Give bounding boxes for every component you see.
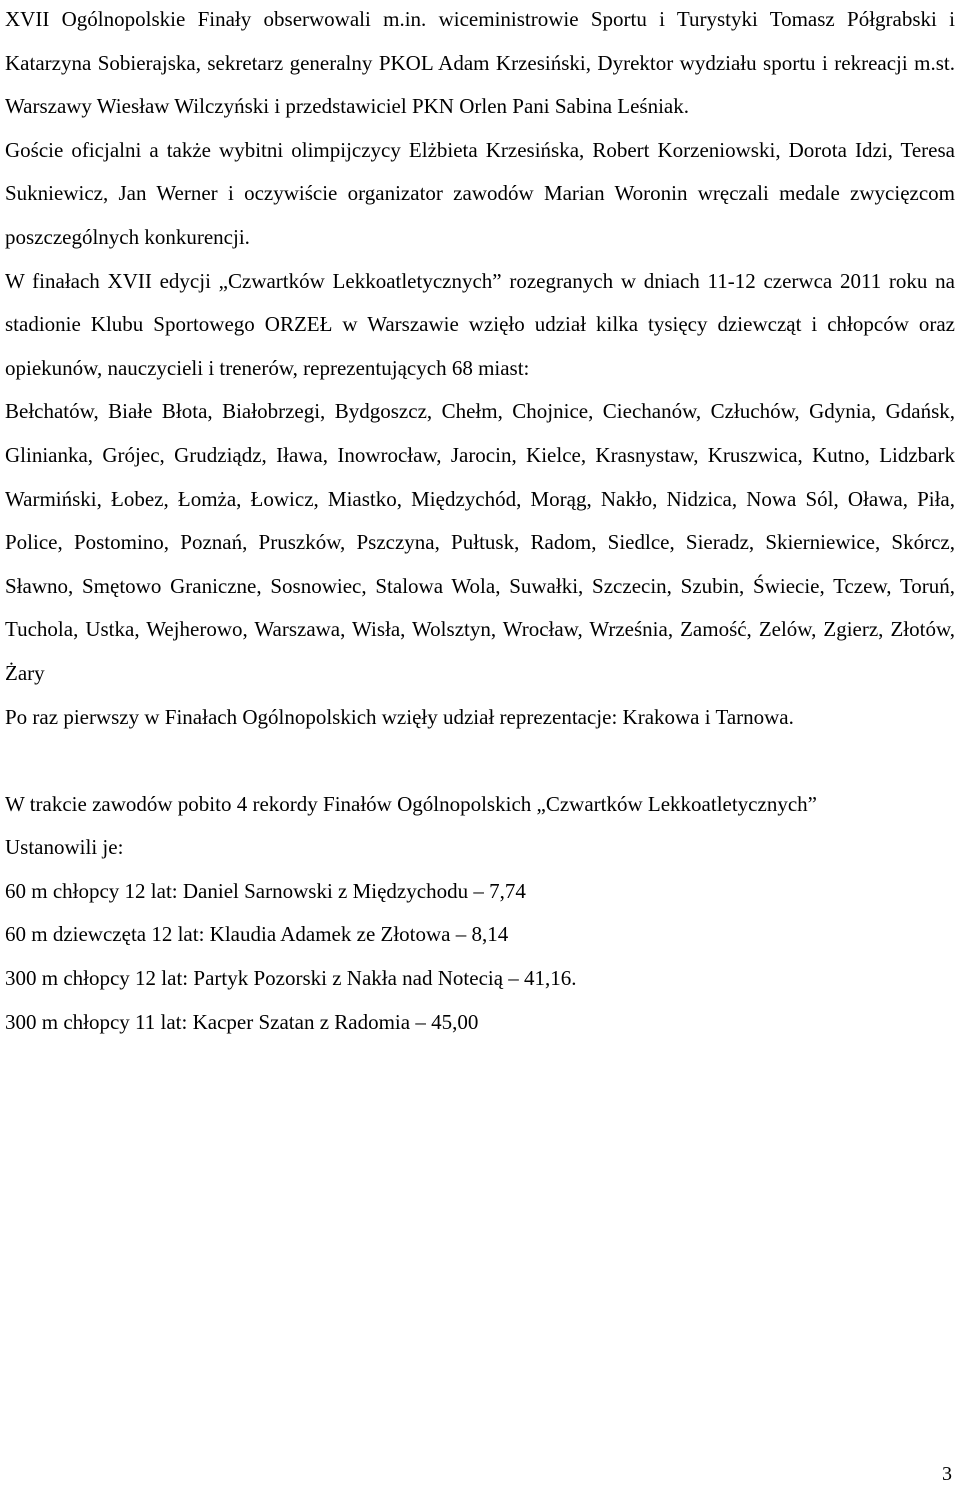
document-page (5, 0, 955, 1044)
paragraph-official-guests: Goście oficjalni a także wybitni olimpijczycy Elżbieta Krzesińska, Robert Korzeniowski, Dorota Idzi, Teresa Sukniewicz, Jan Werner i oczywiście organizator zawodów Marian Woronin wręczali medale zwycięzcom poszczególnych konkurencji. (5, 137, 955, 249)
page-number: 3 (942, 1463, 952, 1485)
paragraph-finals-description: W finałach XVII edycji „Czwartków Lekkoatletycznych” rozegranych w dniach 11-12 czerwca 2011 roku na stadionie Klubu Sportowego ORZEŁ w Warszawie wzięło udział kilka tysięcy dziewcząt i chłopców oraz opiekunów, nauczycieli i trenerów, reprezentujących 68 miast: (5, 268, 955, 380)
paragraph-records-set-by: Ustanowili je: (5, 835, 124, 860)
record-line: 300 m chłopcy 12 lat: Partyk Pozorski z Nakła nad Notecią – 41,16. (5, 966, 577, 991)
record-line: 60 m dziewczęta 12 lat: Klaudia Adamek ze Złotowa – 8,14 (5, 922, 509, 947)
paragraph-guests-observers: XVII Ogólnopolskie Finały obserwowali m.in. wiceministrowie Sportu i Turystyki Tomasz Półgrabski i Katarzyna Sobierajska, sekretarz generalny PKOL Adam Krzesiński, Dyrektor wydziału sportu i rekreacji m.st. Warszawy Wiesław Wilczyński i przedstawiciel PKN Orlen Pani Sabina Leśniak. (5, 7, 955, 119)
paragraph-records-intro: W trakcie zawodów pobito 4 rekordy Finałów Ogólnopolskich „Czwartków Lekkoatletycznych” (5, 791, 817, 816)
paragraph-first-time-participants: Po raz pierwszy w Finałach Ogólnopolskich wzięły udział reprezentacje: Krakowa i Tarnowa. (5, 704, 794, 729)
paragraph-city-list: Bełchatów, Białe Błota, Białobrzegi, Bydgoszcz, Chełm, Chojnice, Ciechanów, Człuchów, Gdynia, Gdańsk, Glinianka, Grójec, Grudziądz, Iława, Inowrocław, Jarocin, Kielce, Krasnystaw, Kruszwica, Kutno, Lidzbark Warmiński, Łobez, Łomża, Łowicz, Miastko, Międzychód, Morąg, Nakło, Nidzica, Nowa Sól, Oława, Piła, Police, Postomino, Poznań, Pruszków, Pszczyna, Pułtusk, Radom, Siedlce, Sieradz, Skierniewice, Skórcz, Sławno, Smętowo Graniczne, Sosnowiec, Stalowa Wola, Suwałki, Szczecin, Szubin, Świecie, Tczew, Toruń, Tuchola, Ustka, Wejherowo, Warszawa, Wisła, Wolsztyn, Wrocław, Września, Zamość, Zelów, Zgierz, Złotów, Żary (5, 399, 955, 685)
record-line: 60 m chłopcy 12 lat: Daniel Sarnowski z Międzychodu – 7,74 (5, 878, 526, 903)
paragraph-gap (5, 739, 955, 783)
record-line: 300 m chłopcy 11 lat: Kacper Szatan z Radomia – 45,00 (5, 1009, 479, 1034)
